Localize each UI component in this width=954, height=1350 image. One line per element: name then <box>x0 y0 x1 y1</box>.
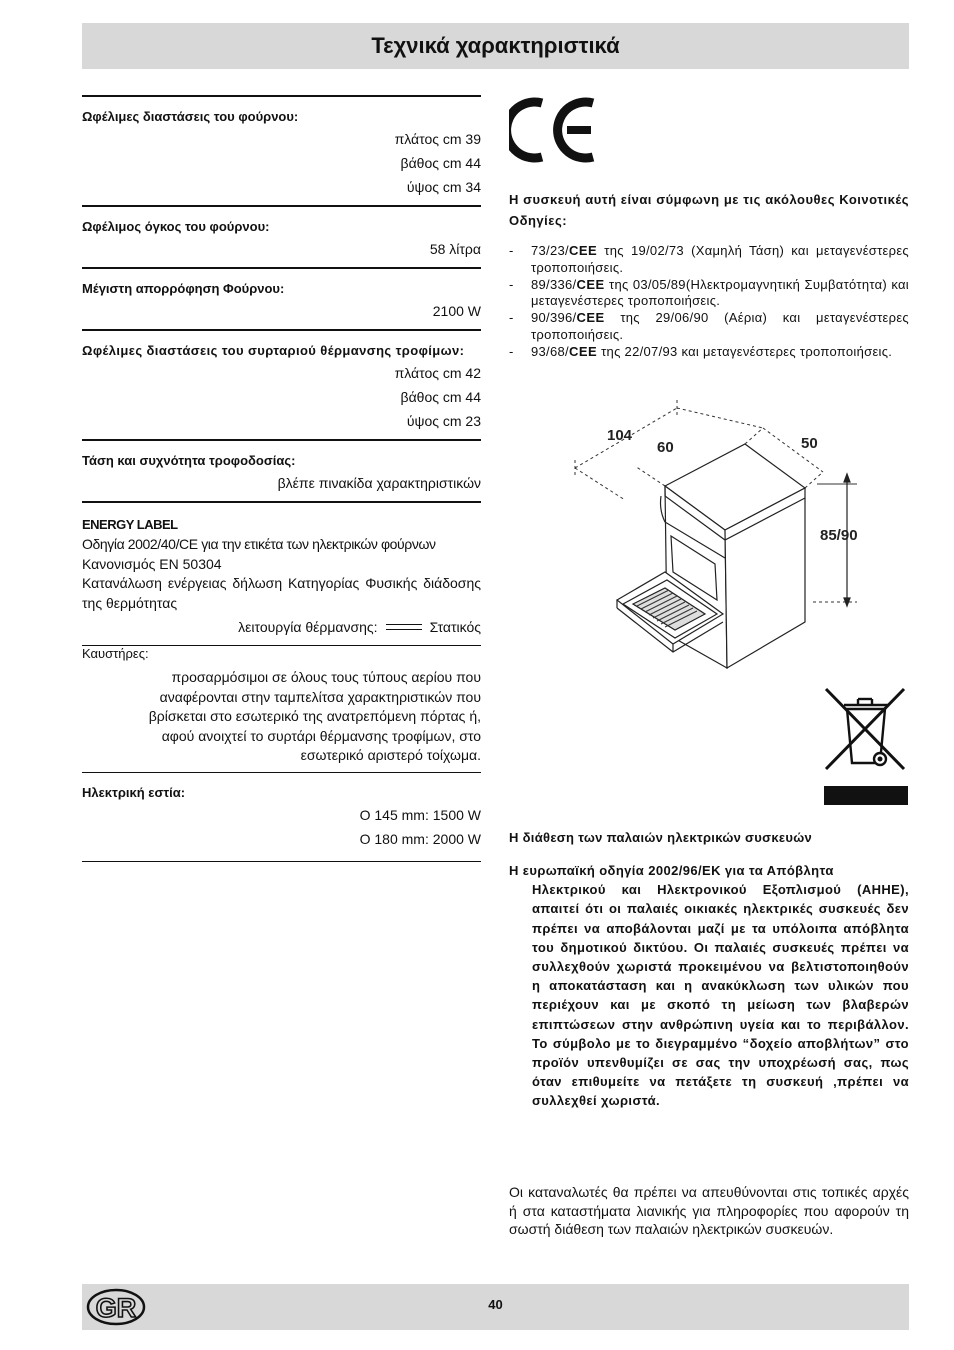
voltage-label: Τάση και συχνότητα τροφοδοσίας: <box>82 453 296 468</box>
drawer-height: ύψος cm 23 <box>406 413 481 429</box>
oven-depth: βάθος cm 44 <box>400 155 481 171</box>
specs-column <box>82 95 481 862</box>
energy-standard: Κανονισμός EN 50304 <box>82 555 222 572</box>
oven-volume-section <box>82 205 481 267</box>
drawer-depth: βάθος cm 44 <box>400 389 481 405</box>
max-power-value: 2100 W <box>432 303 481 319</box>
country-code: GR <box>95 1293 137 1323</box>
title-bar <box>82 23 909 69</box>
dim-60-label: 60 <box>657 439 674 456</box>
disposal-body-first: Η ευρωπαϊκή οδηγία 2002/96/ΕΚ για τα Απόβλητα <box>509 863 834 878</box>
dim-height-label: 85/90 <box>820 527 858 544</box>
disposal-heading: Η διάθεση των παλαιών ηλεκτρικών συσκευών <box>509 830 813 845</box>
dim-50-label: 50 <box>801 435 818 452</box>
energy-directive: Οδηγία 2002/40/CE για την ετικέτα των ηλεκτρικών φούρνων <box>82 536 436 552</box>
heating-mode-label: λειτουργία θέρμανσης: <box>238 619 378 635</box>
crossed-bin-icon <box>822 685 908 805</box>
max-power-label: Μέγιστη απορρόφηση Φούρνου: <box>82 281 285 296</box>
drawer-dimensions-label: Ωφέλιμες διαστάσεις του συρταριού θέρμανσης τροφίμων: <box>82 343 465 358</box>
hob-section <box>82 772 481 862</box>
directive-item: - 89/336/CEE της 03/05/89(Ηλεκτρομαγνητική Συμβατότητα) και μεταγενέστερες τροποποιήσεις. <box>509 276 909 309</box>
directive-item: - 73/23/CEE της 19/02/73 (Χαμηλή Τάση) και μεταγενέστερες τροποποιήσεις. <box>509 243 909 275</box>
heating-mode-line <box>386 624 422 630</box>
energy-label-section <box>82 501 481 645</box>
page-title: Τεχνικά χαρακτηριστικά <box>371 33 620 58</box>
heating-mode-row <box>82 615 481 639</box>
dim-104-label: 104 <box>607 427 633 444</box>
footer-bar <box>82 1284 909 1330</box>
compliance-column <box>509 95 909 361</box>
hob-180: Ο 180 mm: 2000 W <box>359 830 481 847</box>
directive-item: - 93/68/CEE της 22/07/93 και μεταγενέστερες τροποποιήσεις. <box>509 343 893 359</box>
hob-label: Ηλεκτρική εστία: <box>82 784 186 800</box>
max-power-section <box>82 267 481 329</box>
oven-width: πλάτος cm 39 <box>394 131 481 147</box>
oven-volume-label: Ωφέλιμος όγκος του φούρνου: <box>82 219 270 234</box>
burners-section <box>82 645 481 772</box>
cooker-dimension-diagram <box>565 400 865 680</box>
burners-label: Καυστήρες: <box>82 646 149 661</box>
compliance-intro: Η συσκευή αυτή είναι σύμφωνη με τις ακόλουθες Κοινοτικές Οδηγίες: <box>509 192 909 228</box>
disposal-body-rest: Ηλεκτρικού και Ηλεκτρονικού Εξοπλισμού (ΑΗΗΕ), απαιτεί ότι οι παλαιές οικιακές ηλεκτρικές συσκευές δεν πρέπει να αποβάλονται μαζί με τα υπόλοιπα απόβλητα του δημοτικού δικτύου. Οι παλαιές συσκευές πρέπει να συλλεχθούν χωριστά προκειμένου να βελτιστοποιηθούν η αποκατάσταση και η ανακύκλωση των υλικών που περιέχουν και με σκοπό τη μείωση των βλαβερών επιπτώσεων στην ανθρώπινη υγεία και το περιβάλλον. Το σύμβολο με το διεγραμμένο “δοχείο αποβλήτων” στο προϊόν υπενθυμίζει σε σας την υποχρέωσή σας, πως όταν επιθυμείτε να πετάξετε τη συσκευή ,πρέπει να συλλεχθεί χωριστά. <box>532 882 909 1109</box>
oven-volume-value: 58 λίτρα <box>429 241 481 257</box>
oven-dimensions-label: Ωφέλιμες διαστάσεις του φούρνου: <box>82 109 299 124</box>
burners-text: προσαρμόσιμοι σε όλους τους τύπους αερίου που αναφέρονται στην ταμπελίτσα χαρακτηριστικών που βρίσκεται στο εσωτερικό της ανατρεπόμενη πόρτας ή, αφού ανοιχτεί το συρτάρι θέρμανσης τροφίμων, στο εσωτερικό αριστερό τοίχωμα. <box>148 669 481 763</box>
ce-mark-icon <box>509 95 599 165</box>
heating-mode-value: Στατικός <box>429 619 481 635</box>
voltage-section <box>82 439 481 501</box>
voltage-value: βλέπε πινακίδα χαρακτηριστικών <box>277 475 481 491</box>
directive-item: - 90/396/CEE της 29/06/90 (Αέρια) και μεταγενέστερες τροποποιήσεις. <box>509 310 909 342</box>
oven-dimensions-section <box>82 95 481 205</box>
directive-list <box>509 243 909 361</box>
drawer-width: πλάτος cm 42 <box>394 365 481 381</box>
energy-consumption: Κατανάλωση ενέργειας δήλωση Κατηγορίας Φυσικής διάδοσης της θερμότητας <box>82 575 481 611</box>
oven-height: ύψος cm 34 <box>406 179 481 195</box>
disposal-body <box>509 861 909 1111</box>
drawer-dimensions-section <box>82 329 481 439</box>
hob-145: Ο 145 mm: 1500 W <box>359 806 481 823</box>
consumers-paragraph: Οι καταναλωτές θα πρέπει να απευθύνονται στις τοπικές αρχές ή στα καταστήματα λιανικής για πληροφορίες που αφορούν τη σωστή διάθεση των παλαιών ηλεκτρικών συσκευών. <box>509 1184 909 1237</box>
page-number: 40 <box>488 1297 503 1312</box>
energy-label-title: ENERGY LABEL <box>82 517 178 532</box>
